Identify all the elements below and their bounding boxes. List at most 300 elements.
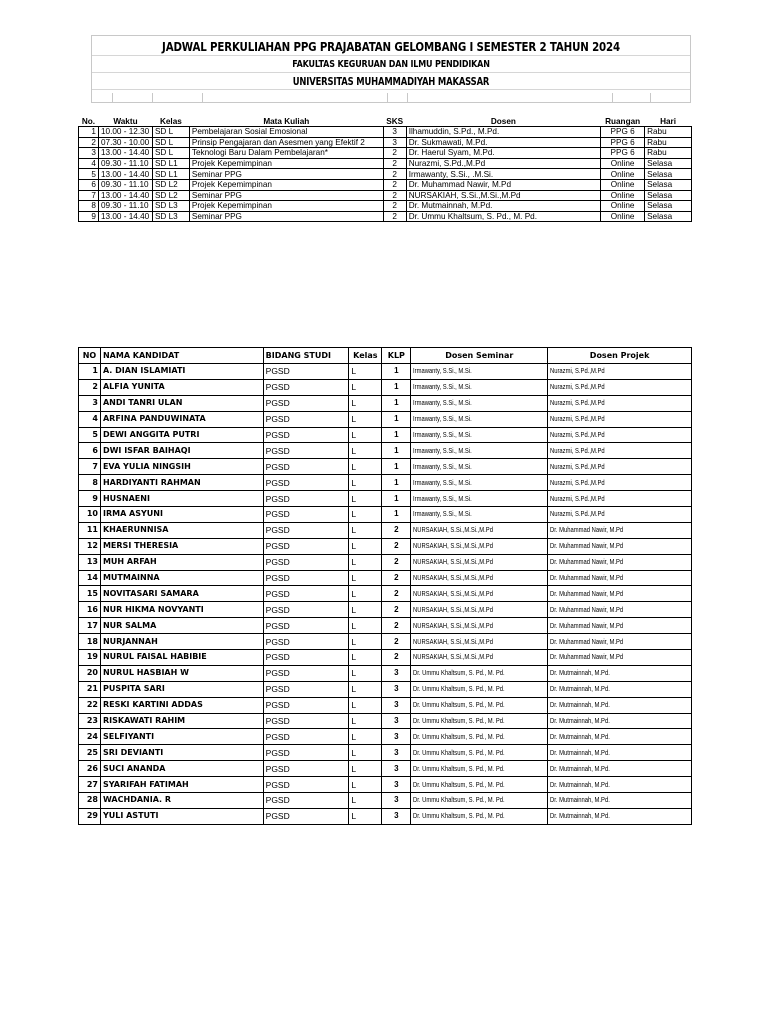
candidate-cell: PGSD <box>263 459 349 475</box>
candidate-row <box>79 411 692 427</box>
candidate-cell: 3 <box>79 395 101 411</box>
schedule-cell: 13.00 - 14.40 <box>98 211 152 222</box>
candidate-cell: L <box>349 650 382 666</box>
candidate-cell: PGSD <box>263 650 349 666</box>
candidate-cell: L <box>349 427 382 443</box>
candidate-cell: 13 <box>79 554 101 570</box>
candidate-cell <box>411 570 548 586</box>
candidate-cell: PGSD <box>263 618 349 634</box>
schedule-cell: 9 <box>79 211 99 222</box>
candidate-cell: 1 <box>382 379 411 395</box>
schedule-cell: Prinsip Pengajaran dan Asesmen yang Efektif 2 <box>189 137 383 148</box>
grid-line <box>387 93 388 103</box>
candidate-cell: MUTMAINNA <box>100 570 263 586</box>
faculty-name: FAKULTAS KEGURUAN DAN ILMU PENDIDIKAN <box>292 59 490 70</box>
candidate-cell: 10 <box>79 507 101 523</box>
candidate-cell: 7 <box>79 459 101 475</box>
candidate-row <box>79 507 692 523</box>
candidate-cell: MERSI THERESIA <box>100 538 263 554</box>
candidate-cell <box>548 459 692 475</box>
candidate-row <box>79 681 692 697</box>
candidate-cell <box>548 681 692 697</box>
candidate-cell: L <box>349 634 382 650</box>
candidate-cell: PGSD <box>263 491 349 507</box>
candidate-cell: L <box>349 554 382 570</box>
candidate-cell: 1 <box>382 459 411 475</box>
candidate-row <box>79 538 692 554</box>
candidate-row <box>79 634 692 650</box>
candidate-cell: 14 <box>79 570 101 586</box>
candidate-row <box>79 761 692 777</box>
col-header: BIDANG STUDI <box>263 348 349 364</box>
candidate-cell: PUSPITA SARI <box>100 681 263 697</box>
schedule-cell: 13.00 - 14.40 <box>98 190 152 201</box>
lecturer-name: Nurazmi, S.Pd.,M.Pd <box>550 445 605 455</box>
schedule-cell: Online <box>601 211 645 222</box>
candidate-cell: 29 <box>79 808 101 824</box>
schedule-cell: 13.00 - 14.40 <box>98 148 152 159</box>
schedule-cell: Selasa <box>645 211 692 222</box>
candidate-cell <box>548 379 692 395</box>
candidate-cell: 19 <box>79 650 101 666</box>
candidate-cell: SUCI ANANDA <box>100 761 263 777</box>
candidate-row <box>79 697 692 713</box>
candidate-cell: 4 <box>79 411 101 427</box>
col-header: Mata Kuliah <box>189 117 383 127</box>
candidate-cell: 1 <box>382 364 411 380</box>
grid-line <box>112 93 113 103</box>
candidate-cell: L <box>349 443 382 459</box>
schedule-row <box>79 201 692 212</box>
candidate-cell <box>548 475 692 491</box>
candidate-row <box>79 459 692 475</box>
candidate-cell: PGSD <box>263 586 349 602</box>
candidate-cell <box>411 665 548 681</box>
lecturer-name: Dr. Mutmainnah, M.Pd. <box>550 747 611 757</box>
candidate-cell: 12 <box>79 538 101 554</box>
candidate-row <box>79 777 692 793</box>
candidate-cell <box>548 697 692 713</box>
candidate-cell <box>548 411 692 427</box>
lecturer-name: NURSAKIAH, S.Si.,M.Si.,M.Pd <box>413 620 494 630</box>
col-header: Kelas <box>152 117 189 127</box>
schedule-cell: Selasa <box>645 179 692 190</box>
candidate-cell <box>411 713 548 729</box>
schedule-cell: SD L3 <box>152 211 189 222</box>
candidate-cell: PGSD <box>263 443 349 459</box>
lecturer-name: Nurazmi, S.Pd.,M.Pd <box>550 477 605 487</box>
candidate-cell: PGSD <box>263 729 349 745</box>
schedule-cell: Online <box>601 158 645 169</box>
candidate-cell <box>411 729 548 745</box>
candidate-cell <box>548 586 692 602</box>
schedule-cell: 2 <box>383 179 406 190</box>
candidate-cell: PGSD <box>263 379 349 395</box>
lecturer-name: Dr. Muhammad Nawir, M.Pd <box>550 573 624 583</box>
lecturer-name: Dr. Ummu Khaltsum, S. Pd., M. Pd. <box>413 684 505 694</box>
candidate-cell: IRMA ASYUNI <box>100 507 263 523</box>
candidate-cell: L <box>349 507 382 523</box>
lecturer-name: Dr. Ummu Khaltsum, S. Pd., M. Pd. <box>413 811 505 821</box>
candidate-cell: 1 <box>79 364 101 380</box>
lecturer-name: NURSAKIAH, S.Si.,M.Si.,M.Pd <box>413 604 494 614</box>
candidate-cell <box>548 650 692 666</box>
lecturer-name: Irmawanty, S.Si., M.Si. <box>413 493 473 503</box>
candidate-cell: 1 <box>382 491 411 507</box>
schedule-cell: SD L <box>152 127 189 138</box>
schedule-cell: Projek Kepemimpinan <box>189 201 383 212</box>
candidate-row <box>79 395 692 411</box>
candidate-cell <box>411 697 548 713</box>
candidate-cell: L <box>349 777 382 793</box>
schedule-cell: 10.00 - 12.30 <box>98 127 152 138</box>
header-divider <box>92 89 690 90</box>
lecturer-name: NURSAKIAH, S.Si.,M.Si.,M.Pd <box>413 588 494 598</box>
candidate-cell: L <box>349 681 382 697</box>
candidate-row <box>79 713 692 729</box>
candidate-cell <box>411 364 548 380</box>
lecturer-name: Dr. Mutmainnah, M.Pd. <box>550 779 611 789</box>
candidate-cell <box>548 602 692 618</box>
candidate-row <box>79 570 692 586</box>
candidate-cell: L <box>349 808 382 824</box>
candidate-cell: RESKI KARTINI ADDAS <box>100 697 263 713</box>
schedule-cell: PPG 6 <box>601 148 645 159</box>
lecturer-name: Nurazmi, S.Pd.,M.Pd <box>550 382 605 392</box>
candidate-cell <box>548 395 692 411</box>
col-header: Waktu <box>98 117 152 127</box>
lecturer-name: Dr. Ummu Khaltsum, S. Pd., M. Pd. <box>413 763 505 773</box>
candidate-row <box>79 618 692 634</box>
candidate-cell: L <box>349 745 382 761</box>
lecturer-name: Dr. Mutmainnah, M.Pd. <box>550 668 611 678</box>
schedule-row <box>79 148 692 159</box>
candidate-cell: NUR HIKMA NOVYANTI <box>100 602 263 618</box>
schedule-cell: Selasa <box>645 201 692 212</box>
candidate-cell: YULI ASTUTI <box>100 808 263 824</box>
schedule-row <box>79 169 692 180</box>
candidate-cell: 3 <box>382 697 411 713</box>
schedule-cell: Selasa <box>645 169 692 180</box>
candidate-row <box>79 443 692 459</box>
candidate-cell <box>411 761 548 777</box>
col-header: No. <box>79 117 99 127</box>
lecturer-name: NURSAKIAH, S.Si.,M.Si.,M.Pd <box>413 573 494 583</box>
lecturer-name: Dr. Muhammad Nawir, M.Pd <box>550 541 624 551</box>
schedule-cell: SD L3 <box>152 201 189 212</box>
schedule-cell: Dr. Ummu Khaltsum, S. Pd., M. Pd. <box>406 211 600 222</box>
candidate-cell: 2 <box>382 634 411 650</box>
schedule-cell: PPG 6 <box>601 127 645 138</box>
col-header: Hari <box>645 117 692 127</box>
schedule-cell: Seminar PPG <box>189 190 383 201</box>
candidate-cell: PGSD <box>263 507 349 523</box>
schedule-cell: Dr. Mutmainnah, M.Pd. <box>406 201 600 212</box>
candidate-cell <box>548 427 692 443</box>
candidate-cell <box>411 443 548 459</box>
candidate-cell: NOVITASARI SAMARA <box>100 586 263 602</box>
lecturer-name: Irmawanty, S.Si., M.Si. <box>413 461 473 471</box>
candidate-cell: 1 <box>382 507 411 523</box>
candidate-cell: L <box>349 761 382 777</box>
candidate-cell <box>548 507 692 523</box>
lecturer-name: Dr. Muhammad Nawir, M.Pd <box>550 604 624 614</box>
schedule-cell: 2 <box>383 190 406 201</box>
col-header: Kelas <box>349 348 382 364</box>
candidate-cell <box>548 777 692 793</box>
lecturer-name: Dr. Muhammad Nawir, M.Pd <box>550 620 624 630</box>
lecturer-name: Dr. Muhammad Nawir, M.Pd <box>550 525 624 535</box>
candidate-cell: PGSD <box>263 793 349 809</box>
schedule-cell: SD L2 <box>152 190 189 201</box>
schedule-cell: Online <box>601 169 645 180</box>
schedule-cell: 5 <box>79 169 99 180</box>
candidate-cell: 26 <box>79 761 101 777</box>
candidate-cell: PGSD <box>263 411 349 427</box>
candidate-cell: L <box>349 395 382 411</box>
lecturer-name: Dr. Mutmainnah, M.Pd. <box>550 716 611 726</box>
lecturer-name: Dr. Ummu Khaltsum, S. Pd., M. Pd. <box>413 747 505 757</box>
header-divider <box>92 55 690 56</box>
schedule-cell: Rabu <box>645 148 692 159</box>
schedule-cell: 2 <box>383 201 406 212</box>
candidate-row <box>79 665 692 681</box>
candidate-cell <box>548 491 692 507</box>
lecturer-name: Dr. Ummu Khaltsum, S. Pd., M. Pd. <box>413 668 505 678</box>
candidate-cell: PGSD <box>263 475 349 491</box>
lecturer-name: Irmawanty, S.Si., M.Si. <box>413 398 473 408</box>
grid-line <box>650 93 651 103</box>
candidate-cell <box>411 681 548 697</box>
schedule-row <box>79 179 692 190</box>
candidate-cell: 2 <box>382 586 411 602</box>
candidate-cell <box>411 538 548 554</box>
candidate-cell: PGSD <box>263 522 349 538</box>
candidate-cell <box>548 364 692 380</box>
schedule-row <box>79 158 692 169</box>
candidate-row <box>79 793 692 809</box>
candidate-cell: 25 <box>79 745 101 761</box>
schedule-cell: PPG 6 <box>601 137 645 148</box>
candidate-cell: HUSNAENI <box>100 491 263 507</box>
candidate-cell: L <box>349 793 382 809</box>
candidate-cell <box>548 745 692 761</box>
candidate-cell <box>411 379 548 395</box>
candidate-cell: 28 <box>79 793 101 809</box>
candidate-cell: ALFIA YUNITA <box>100 379 263 395</box>
lecturer-name: Irmawanty, S.Si., M.Si. <box>413 430 473 439</box>
candidate-row <box>79 602 692 618</box>
candidate-cell: 1 <box>382 475 411 491</box>
candidate-cell: 23 <box>79 713 101 729</box>
lecturer-name: Dr. Ummu Khaltsum, S. Pd., M. Pd. <box>413 700 505 710</box>
candidate-cell: 18 <box>79 634 101 650</box>
candidate-cell <box>548 729 692 745</box>
candidate-cell <box>411 745 548 761</box>
col-header: Dosen Projek <box>548 348 692 364</box>
candidate-cell: PGSD <box>263 808 349 824</box>
lecturer-name: Dr. Mutmainnah, M.Pd. <box>550 731 611 741</box>
candidate-cell <box>411 522 548 538</box>
schedule-cell: Projek Kepemimpinan <box>189 179 383 190</box>
schedule-row <box>79 190 692 201</box>
schedule-cell: Dr. Haerul Syam, M.Pd. <box>406 148 600 159</box>
candidate-cell <box>411 427 548 443</box>
lecturer-name: NURSAKIAH, S.Si.,M.Si.,M.Pd <box>413 541 494 551</box>
candidate-cell: 3 <box>382 729 411 745</box>
candidate-cell: 8 <box>79 475 101 491</box>
schedule-cell: 13.00 - 14.40 <box>98 169 152 180</box>
candidate-cell: NURUL HASBIAH W <box>100 665 263 681</box>
candidate-cell: L <box>349 602 382 618</box>
col-header: NO <box>79 348 101 364</box>
candidate-row <box>79 554 692 570</box>
candidate-row <box>79 491 692 507</box>
candidate-row <box>79 364 692 380</box>
candidate-cell <box>548 713 692 729</box>
candidate-cell: 21 <box>79 681 101 697</box>
schedule-cell: 09.30 - 11.10 <box>98 158 152 169</box>
candidate-cell: KHAERUNNISA <box>100 522 263 538</box>
lecturer-name: NURSAKIAH, S.Si.,M.Si.,M.Pd <box>413 636 494 646</box>
grid-line <box>152 93 153 103</box>
candidate-cell: 3 <box>382 761 411 777</box>
schedule-cell: Teknologi Baru Dalam Pembelajaran* <box>189 148 383 159</box>
lecturer-name: Dr. Ummu Khaltsum, S. Pd., M. Pd. <box>413 716 505 726</box>
candidate-cell: HARDIYANTI RAHMAN <box>100 475 263 491</box>
lecturer-name: NURSAKIAH, S.Si.,M.Si.,M.Pd <box>413 557 494 567</box>
schedule-cell: Ilhamuddin, S.Pd., M.Pd. <box>406 127 600 138</box>
schedule-header-row <box>79 117 692 127</box>
lecturer-name: Dr. Ummu Khaltsum, S. Pd., M. Pd. <box>413 795 505 805</box>
lecturer-name: Irmawanty, S.Si., M.Si. <box>413 366 473 376</box>
candidate-cell: 9 <box>79 491 101 507</box>
lecturer-name: Nurazmi, S.Pd.,M.Pd <box>550 430 605 439</box>
candidate-cell: 24 <box>79 729 101 745</box>
candidate-cell: EVA YULIA NINGSIH <box>100 459 263 475</box>
schedule-cell: Selasa <box>645 190 692 201</box>
schedule-cell: 8 <box>79 201 99 212</box>
schedule-cell: 3 <box>383 127 406 138</box>
candidate-cell: L <box>349 475 382 491</box>
candidate-cell <box>548 443 692 459</box>
lecturer-name: Nurazmi, S.Pd.,M.Pd <box>550 461 605 471</box>
candidate-cell: L <box>349 459 382 475</box>
lecturer-name: Nurazmi, S.Pd.,M.Pd <box>550 414 605 424</box>
candidate-cell: L <box>349 491 382 507</box>
candidate-cell: PGSD <box>263 554 349 570</box>
candidate-cell: 3 <box>382 793 411 809</box>
candidate-cell <box>411 491 548 507</box>
schedule-row <box>79 127 692 138</box>
candidate-cell: DWI ISFAR BAIHAQI <box>100 443 263 459</box>
schedule-cell: 2 <box>383 158 406 169</box>
candidate-cell: 3 <box>382 808 411 824</box>
schedule-cell: 2 <box>383 169 406 180</box>
candidate-cell: 2 <box>382 618 411 634</box>
candidate-row <box>79 522 692 538</box>
lecturer-name: Nurazmi, S.Pd.,M.Pd <box>550 366 605 376</box>
candidate-cell: 27 <box>79 777 101 793</box>
schedule-cell: Online <box>601 190 645 201</box>
lecturer-name: Dr. Muhammad Nawir, M.Pd <box>550 652 624 662</box>
schedule-cell: Online <box>601 201 645 212</box>
candidate-cell <box>411 586 548 602</box>
schedule-cell: Dr. Sukmawati, M.Pd. <box>406 137 600 148</box>
candidate-cell: L <box>349 665 382 681</box>
candidate-cell: L <box>349 618 382 634</box>
header-divider <box>92 72 690 73</box>
candidate-cell: PGSD <box>263 697 349 713</box>
schedule-cell: 2 <box>383 211 406 222</box>
lecturer-name: NURSAKIAH, S.Si.,M.Si.,M.Pd <box>413 652 494 662</box>
lecturer-name: Irmawanty, S.Si., M.Si. <box>413 414 473 424</box>
lecturer-name: Dr. Mutmainnah, M.Pd. <box>550 811 611 821</box>
lecturer-name: Nurazmi, S.Pd.,M.Pd <box>550 398 605 408</box>
candidate-cell <box>411 650 548 666</box>
candidate-cell: PGSD <box>263 427 349 443</box>
candidate-cell <box>411 459 548 475</box>
grid-line <box>202 93 203 103</box>
schedule-cell: 07.30 - 10.00 <box>98 137 152 148</box>
schedule-cell: 1 <box>79 127 99 138</box>
candidate-cell: PGSD <box>263 395 349 411</box>
candidate-cell: MUH ARFAH <box>100 554 263 570</box>
schedule-cell: 3 <box>79 148 99 159</box>
candidate-cell: L <box>349 411 382 427</box>
candidate-row <box>79 729 692 745</box>
candidate-cell: 2 <box>382 650 411 666</box>
candidate-cell <box>411 507 548 523</box>
candidate-cell: 1 <box>382 443 411 459</box>
schedule-cell: NURSAKIAH, S.Si.,M.Si.,M.Pd <box>406 190 600 201</box>
candidate-cell: 3 <box>382 681 411 697</box>
lecturer-name: Dr. Mutmainnah, M.Pd. <box>550 795 611 805</box>
candidate-cell: PGSD <box>263 777 349 793</box>
candidate-cell: SYARIFAH FATIMAH <box>100 777 263 793</box>
schedule-table <box>78 117 692 222</box>
candidate-cell: 2 <box>382 602 411 618</box>
candidate-cell: 2 <box>382 554 411 570</box>
lecturer-name: NURSAKIAH, S.Si.,M.Si.,M.Pd <box>413 525 494 535</box>
schedule-cell: 09.30 - 11.10 <box>98 201 152 212</box>
schedule-cell: SD L <box>152 137 189 148</box>
candidate-cell: 17 <box>79 618 101 634</box>
col-header: SKS <box>383 117 406 127</box>
schedule-cell: SD L2 <box>152 179 189 190</box>
candidate-cell: 20 <box>79 665 101 681</box>
schedule-cell: Pembelajaran Sosial Emosional <box>189 127 383 138</box>
candidate-cell <box>411 618 548 634</box>
candidate-cell <box>548 522 692 538</box>
candidate-cell: 2 <box>382 522 411 538</box>
candidate-row <box>79 650 692 666</box>
lecturer-name: Irmawanty, S.Si., M.Si. <box>413 382 473 392</box>
candidate-cell: 2 <box>79 379 101 395</box>
schedule-row <box>79 211 692 222</box>
candidate-cell: L <box>349 713 382 729</box>
lecturer-name: Irmawanty, S.Si., M.Si. <box>413 509 473 519</box>
schedule-cell: Selasa <box>645 158 692 169</box>
candidate-cell <box>411 777 548 793</box>
grid-line <box>407 93 408 103</box>
lecturer-name: Nurazmi, S.Pd.,M.Pd <box>550 509 605 519</box>
schedule-row <box>79 137 692 148</box>
candidate-row <box>79 475 692 491</box>
candidate-cell <box>548 808 692 824</box>
candidate-cell: PGSD <box>263 665 349 681</box>
schedule-cell: 2 <box>79 137 99 148</box>
